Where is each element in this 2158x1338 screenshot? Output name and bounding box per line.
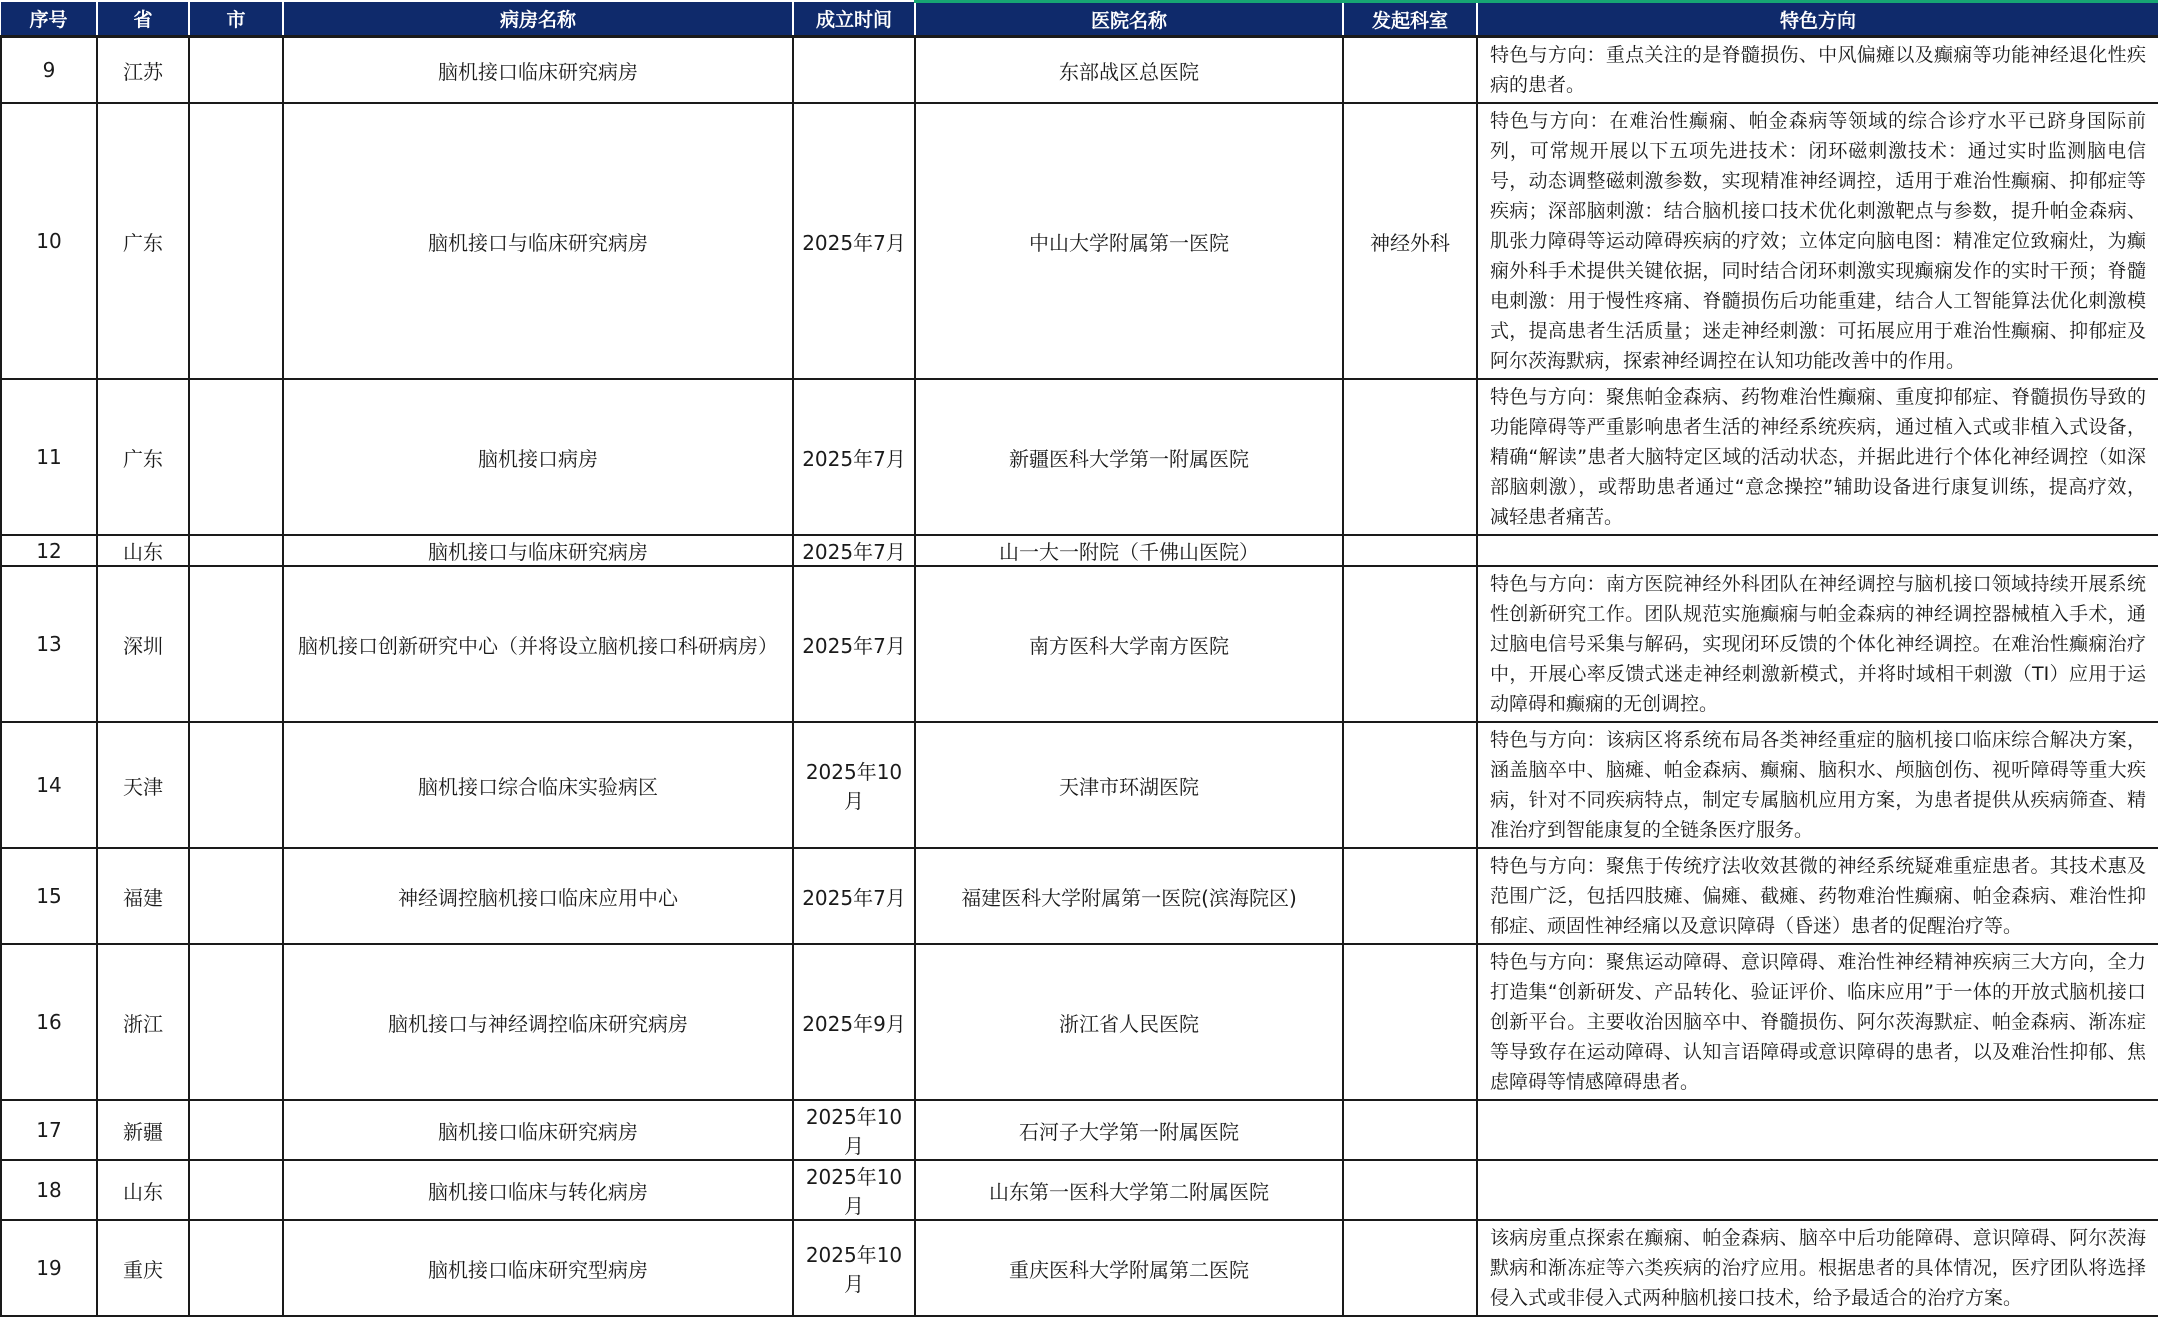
feature-cell[interactable]: 特色与方向：南方医院神经外科团队在神经调控与脑机接口领域持续开展系统性创新研究工作。团队规范实施癫痫与帕金森病的神经调控器械植入手术，通过脑电信号采集与解码，实现闭环反馈的个体化神经调控。在难治性癫痫治疗中，开展心率反馈式迷走神经刺激新模式，并将时域相干刺激（TI）应用于运动障碍和癫痫的无创调控。 [1477, 566, 2158, 722]
founded-date-cell[interactable]: 2025年7月 [793, 566, 915, 722]
hospital-name-cell[interactable]: 天津市环湖医院 [915, 722, 1343, 848]
hospital-name-cell[interactable]: 山东第一医科大学第二附属医院 [915, 1160, 1343, 1220]
city-cell[interactable] [189, 722, 283, 848]
ward-name-cell[interactable]: 脑机接口综合临床实验病区 [283, 722, 793, 848]
feature-cell[interactable]: 特色与方向：聚焦于传统疗法收效甚微的神经系统疑难重症患者。其技术惠及范围广泛，包括四肢瘫、偏瘫、截瘫、药物难治性癫痫、帕金森病、难治性抑郁症、顽固性神经痛以及意识障碍（昏迷）患者的促醒治疗等。 [1477, 848, 2158, 944]
department-cell[interactable] [1343, 944, 1477, 1100]
header-no[interactable]: 序号 [1, 2, 97, 37]
province-cell[interactable]: 浙江 [97, 944, 189, 1100]
row-number[interactable]: 12 [1, 535, 97, 566]
header-feature[interactable]: 特色方向 [1477, 2, 2158, 37]
city-cell[interactable] [189, 37, 283, 104]
ward-name-cell[interactable]: 脑机接口临床与转化病房 [283, 1160, 793, 1220]
department-cell[interactable] [1343, 37, 1477, 104]
feature-cell[interactable]: 特色与方向：重点关注的是脊髓损伤、中风偏瘫以及癫痫等功能神经退化性疾病的患者。 [1477, 37, 2158, 104]
row-number[interactable]: 16 [1, 944, 97, 1100]
department-cell[interactable] [1343, 535, 1477, 566]
feature-cell[interactable]: 特色与方向：聚焦帕金森病、药物难治性癫痫、重度抑郁症、脊髓损伤导致的功能障碍等严重影响患者生活的神经系统疾病，通过植入式或非植入式设备，精确“解读”患者大脑特定区域的活动状态，并据此进行个体化神经调控（如深部脑刺激），或帮助患者通过“意念操控”辅助设备进行康复训练，提高疗效，减轻患者痛苦。 [1477, 379, 2158, 535]
header-city[interactable]: 市 [189, 2, 283, 37]
founded-date-cell[interactable] [793, 37, 915, 104]
feature-cell[interactable]: 特色与方向：聚焦运动障碍、意识障碍、难治性神经精神疾病三大方向，全力打造集“创新研发、产品转化、验证评价、临床应用”于一体的开放式脑机接口创新平台。主要收治因脑卒中、脊髓损伤、阿尔茨海默症、帕金森病、渐冻症等导致存在运动障碍、认知言语障碍或意识障碍的患者，以及难治性抑郁、焦虑障碍等情感障碍患者。 [1477, 944, 2158, 1100]
department-cell[interactable] [1343, 1220, 1477, 1316]
department-cell[interactable] [1343, 379, 1477, 535]
hospital-name-cell[interactable]: 中山大学附属第一医院 [915, 103, 1343, 379]
hospital-name-cell[interactable]: 南方医科大学南方医院 [915, 566, 1343, 722]
table-row [1, 722, 2158, 848]
hospital-name-cell[interactable]: 浙江省人民医院 [915, 944, 1343, 1100]
founded-date-cell[interactable]: 2025年7月 [793, 103, 915, 379]
ward-name-cell[interactable]: 脑机接口创新研究中心（并将设立脑机接口科研病房） [283, 566, 793, 722]
row-number[interactable]: 13 [1, 566, 97, 722]
header-dept[interactable]: 发起科室 [1343, 2, 1477, 37]
table-row [1, 1160, 2158, 1220]
hospital-name-cell[interactable]: 福建医科大学附属第一医院(滨海院区) [915, 848, 1343, 944]
department-cell[interactable] [1343, 1160, 1477, 1220]
department-cell[interactable] [1343, 566, 1477, 722]
header-province[interactable]: 省 [97, 2, 189, 37]
ward-name-cell[interactable]: 脑机接口临床研究病房 [283, 37, 793, 104]
city-cell[interactable] [189, 1220, 283, 1316]
table-row [1, 37, 2158, 104]
founded-date-cell[interactable]: 2025年10月 [793, 1160, 915, 1220]
header-row [1, 2, 2158, 37]
ward-name-cell[interactable]: 神经调控脑机接口临床应用中心 [283, 848, 793, 944]
founded-date-cell[interactable]: 2025年7月 [793, 535, 915, 566]
city-cell[interactable] [189, 848, 283, 944]
feature-cell[interactable] [1477, 1100, 2158, 1160]
province-cell[interactable]: 深圳 [97, 566, 189, 722]
header-hospital[interactable]: 医院名称 [915, 2, 1343, 37]
city-cell[interactable] [189, 379, 283, 535]
table-row [1, 1100, 2158, 1160]
founded-date-cell[interactable]: 2025年10月 [793, 1220, 915, 1316]
table-row [1, 1220, 2158, 1316]
table-body [1, 37, 2158, 1317]
table-row [1, 944, 2158, 1100]
ward-name-cell[interactable]: 脑机接口与临床研究病房 [283, 535, 793, 566]
city-cell[interactable] [189, 944, 283, 1100]
row-number[interactable]: 10 [1, 103, 97, 379]
ward-name-cell[interactable]: 脑机接口临床研究病房 [283, 1100, 793, 1160]
city-cell[interactable] [189, 566, 283, 722]
feature-cell[interactable]: 该病房重点探索在癫痫、帕金森病、脑卒中后功能障碍、意识障碍、阿尔茨海默病和渐冻症等六类疾病的治疗应用。根据患者的具体情况，医疗团队将选择侵入式或非侵入式两种脑机接口技术，给予最适合的治疗方案。 [1477, 1220, 2158, 1316]
province-cell[interactable]: 福建 [97, 848, 189, 944]
founded-date-cell[interactable]: 2025年10月 [793, 722, 915, 848]
hospital-name-cell[interactable]: 石河子大学第一附属医院 [915, 1100, 1343, 1160]
province-cell[interactable]: 天津 [97, 722, 189, 848]
founded-date-cell[interactable]: 2025年10月 [793, 1100, 915, 1160]
feature-cell[interactable] [1477, 535, 2158, 566]
hospital-name-cell[interactable]: 新疆医科大学第一附属医院 [915, 379, 1343, 535]
city-cell[interactable] [189, 535, 283, 566]
department-cell[interactable]: 神经外科 [1343, 103, 1477, 379]
hospital-name-cell[interactable]: 东部战区总医院 [915, 37, 1343, 104]
ward-name-cell[interactable]: 脑机接口与神经调控临床研究病房 [283, 944, 793, 1100]
city-cell[interactable] [189, 1100, 283, 1160]
department-cell[interactable] [1343, 848, 1477, 944]
table-row [1, 848, 2158, 944]
founded-date-cell[interactable]: 2025年7月 [793, 379, 915, 535]
hospital-name-cell[interactable]: 重庆医科大学附属第二医院 [915, 1220, 1343, 1316]
header-ward[interactable]: 病房名称 [283, 2, 793, 37]
department-cell[interactable] [1343, 722, 1477, 848]
feature-cell[interactable]: 特色与方向：在难治性癫痫、帕金森病等领域的综合诊疗水平已跻身国际前列，可常规开展以下五项先进技术：闭环磁刺激技术：通过实时监测脑电信号，动态调整磁刺激参数，实现精准神经调控，适用于难治性癫痫、抑郁症等疾病；深部脑刺激：结合脑机接口技术优化刺激靶点与参数，提升帕金森病、肌张力障碍等运动障碍疾病的疗效；立体定向脑电图：精准定位致痫灶，为癫痫外科手术提供关键依据，同时结合闭环刺激实现癫痫发作的实时干预；脊髓电刺激：用于慢性疼痛、脊髓损伤后功能重建，结合人工智能算法优化刺激模式，提高患者生活质量；迷走神经刺激：可拓展应用于难治性癫痫、抑郁症及阿尔茨海默病，探索神经调控在认知功能改善中的作用。 [1477, 103, 2158, 379]
city-cell[interactable] [189, 1160, 283, 1220]
ward-name-cell[interactable]: 脑机接口病房 [283, 379, 793, 535]
row-number[interactable]: 18 [1, 1160, 97, 1220]
feature-cell[interactable]: 特色与方向：该病区将系统布局各类神经重症的脑机接口临床综合解决方案，涵盖脑卒中、脑瘫、帕金森病、癫痫、脑积水、颅脑创伤、视听障碍等重大疾病，针对不同疾病特点，制定专属脑机应用方案，为患者提供从疾病筛查、精准治疗到智能康复的全链条医疗服务。 [1477, 722, 2158, 848]
hospital-name-cell[interactable]: 山一大一附院（千佛山医院） [915, 535, 1343, 566]
table-row [1, 566, 2158, 722]
founded-date-cell[interactable]: 2025年9月 [793, 944, 915, 1100]
founded-date-cell[interactable]: 2025年7月 [793, 848, 915, 944]
province-cell[interactable]: 新疆 [97, 1100, 189, 1160]
province-cell[interactable]: 广东 [97, 379, 189, 535]
ward-name-cell[interactable]: 脑机接口临床研究型病房 [283, 1220, 793, 1316]
table-row [1, 103, 2158, 379]
province-cell[interactable]: 江苏 [97, 37, 189, 104]
ward-name-cell[interactable]: 脑机接口与临床研究病房 [283, 103, 793, 379]
province-cell[interactable]: 重庆 [97, 1220, 189, 1316]
row-number[interactable]: 9 [1, 37, 97, 104]
row-number[interactable]: 11 [1, 379, 97, 535]
province-cell[interactable]: 山东 [97, 535, 189, 566]
table-row [1, 379, 2158, 535]
row-number[interactable]: 15 [1, 848, 97, 944]
city-cell[interactable] [189, 103, 283, 379]
province-cell[interactable]: 山东 [97, 1160, 189, 1220]
row-number[interactable]: 17 [1, 1100, 97, 1160]
feature-cell[interactable] [1477, 1160, 2158, 1220]
row-number[interactable]: 14 [1, 722, 97, 848]
department-cell[interactable] [1343, 1100, 1477, 1160]
row-number[interactable]: 19 [1, 1220, 97, 1316]
province-cell[interactable]: 广东 [97, 103, 189, 379]
table-row [1, 535, 2158, 566]
header-date[interactable]: 成立时间 [793, 2, 915, 37]
